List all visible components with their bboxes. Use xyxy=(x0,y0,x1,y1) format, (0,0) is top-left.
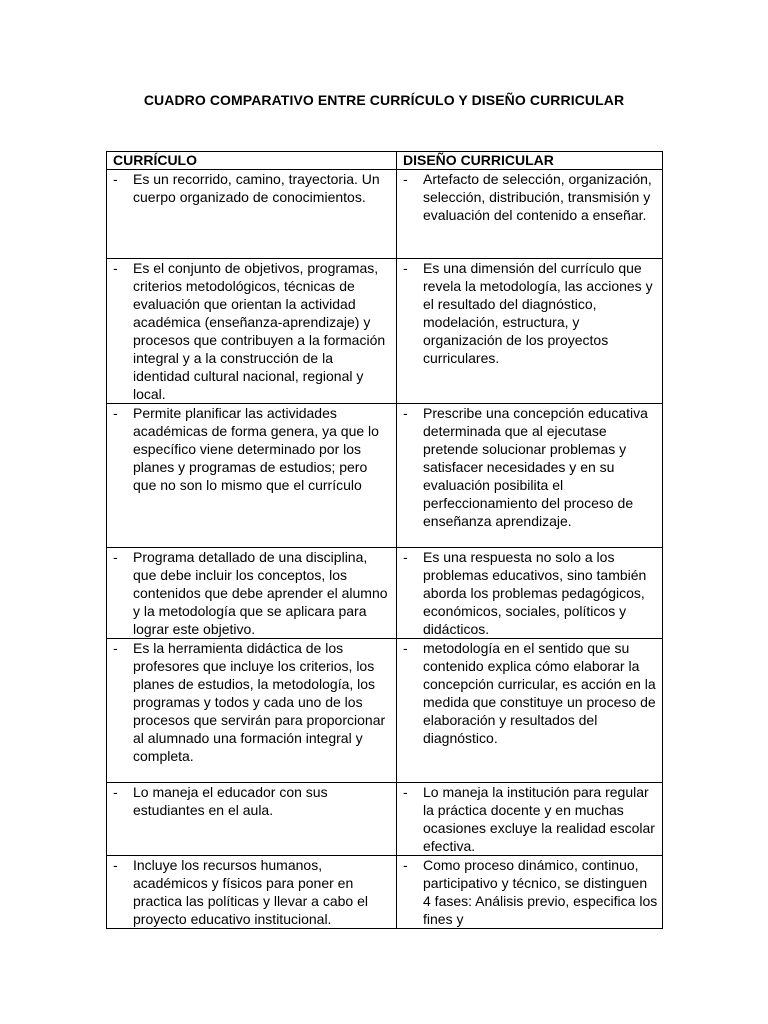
cell-curriculo xyxy=(107,404,397,548)
table-row xyxy=(107,404,663,548)
cell-curriculo xyxy=(107,639,397,783)
cell-text: Incluye los recursos humanos, académicos y físicos para poner en practica las políticas y llevar a cabo el proyecto educativo institucional. xyxy=(133,857,368,927)
cell-curriculo xyxy=(107,548,397,639)
cell-diseno xyxy=(397,639,663,783)
cell-text: Artefacto de selección, organización, selección, distribución, transmisión y evaluación del contenido a enseñar. xyxy=(423,171,652,223)
dash-bullet: - xyxy=(113,405,118,421)
dash-bullet: - xyxy=(403,171,408,187)
dash-bullet: - xyxy=(403,260,408,276)
cell-diseno xyxy=(397,548,663,639)
dash-bullet: - xyxy=(113,171,118,187)
dash-bullet: - xyxy=(113,549,118,565)
document-title: CUADRO COMPARATIVO ENTRE CURRÍCULO Y DISEÑO CURRICULAR xyxy=(143,92,625,108)
dash-bullet: - xyxy=(113,640,118,656)
cell-diseno xyxy=(397,170,663,259)
cell-text: Es un recorrido, camino, trayectoria. Un cuerpo organizado de conocimientos. xyxy=(133,171,380,205)
cell-text: Permite planificar las actividades académicas de forma genera, ya que lo específico viene determinado por los planes y programas de estudios; pero que no son lo mismo que el currículo xyxy=(133,405,379,493)
cell-curriculo xyxy=(107,856,397,929)
table-row xyxy=(107,783,663,856)
header-curriculo: CURRÍCULO xyxy=(107,152,397,170)
cell-text: Es una respuesta no solo a los problemas educativos, sino también aborda los problemas pedagógicos, económicos, sociales, políticos y didácticos. xyxy=(423,549,647,637)
cell-diseno xyxy=(397,404,663,548)
table-row xyxy=(107,259,663,404)
cell-diseno xyxy=(397,259,663,404)
cell-text: Lo maneja el educador con sus estudiantes en el aula. xyxy=(133,784,328,818)
table-row xyxy=(107,548,663,639)
header-diseno-curricular: DISEÑO CURRICULAR xyxy=(397,152,663,170)
cell-text: metodología en el sentido que su contenido explica cómo elaborar la concepción curricular, es acción en la medida que constituye un proceso de elaboración y resultados del diagnóstico. xyxy=(423,640,656,746)
dash-bullet: - xyxy=(403,549,408,565)
cell-text: Prescribe una concepción educativa determinada que al ejecutase pretende solucionar problemas y satisfacer necesidades y en su evaluación posibilita el perfeccionamiento del proceso de enseñanza aprendizaje. xyxy=(423,405,648,529)
cell-curriculo xyxy=(107,259,397,404)
cell-curriculo xyxy=(107,783,397,856)
table-row xyxy=(107,170,663,259)
cell-text: Programa detallado de una disciplina, que debe incluir los conceptos, los contenidos que debe aprender el alumno y la metodología que se aplicara para lograr este objetivo. xyxy=(133,549,388,637)
cell-text: Es una dimensión del currículo que revela la metodología, las acciones y el resultado del diagnóstico, modelación, estructura, y organización de los proyectos curriculares. xyxy=(423,260,653,366)
table-row xyxy=(107,639,663,783)
dash-bullet: - xyxy=(113,260,118,276)
cell-text: Como proceso dinámico, continuo, participativo y técnico, se distinguen 4 fases: Análisis previo, especifica los fines y xyxy=(423,857,658,927)
comparison-table xyxy=(106,151,663,929)
cell-text: Lo maneja la institución para regular la práctica docente y en muchas ocasiones excluye la realidad escolar efectiva. xyxy=(423,784,655,854)
table-row xyxy=(107,856,663,929)
table-header-row xyxy=(107,152,663,170)
cell-text: Es el conjunto de objetivos, programas, criterios metodológicos, técnicas de evaluación que orientan la actividad académica (enseñanza-aprendizaje) y procesos que contribuyen a la formación integral y a la construcción de la identidad cultural nacional, regional y local. xyxy=(133,260,386,402)
dash-bullet: - xyxy=(113,784,118,800)
dash-bullet: - xyxy=(403,405,408,421)
cell-curriculo xyxy=(107,170,397,259)
dash-bullet: - xyxy=(113,857,118,873)
dash-bullet: - xyxy=(403,640,408,656)
cell-text: Es la herramienta didáctica de los profesores que incluye los criterios, los planes de estudios, la metodología, los programas y todos y cada uno de los procesos que servirán para proporcionar al alumnado una formación integral y completa. xyxy=(133,640,386,764)
cell-diseno xyxy=(397,856,663,929)
dash-bullet: - xyxy=(403,857,408,873)
dash-bullet: - xyxy=(403,784,408,800)
cell-diseno xyxy=(397,783,663,856)
